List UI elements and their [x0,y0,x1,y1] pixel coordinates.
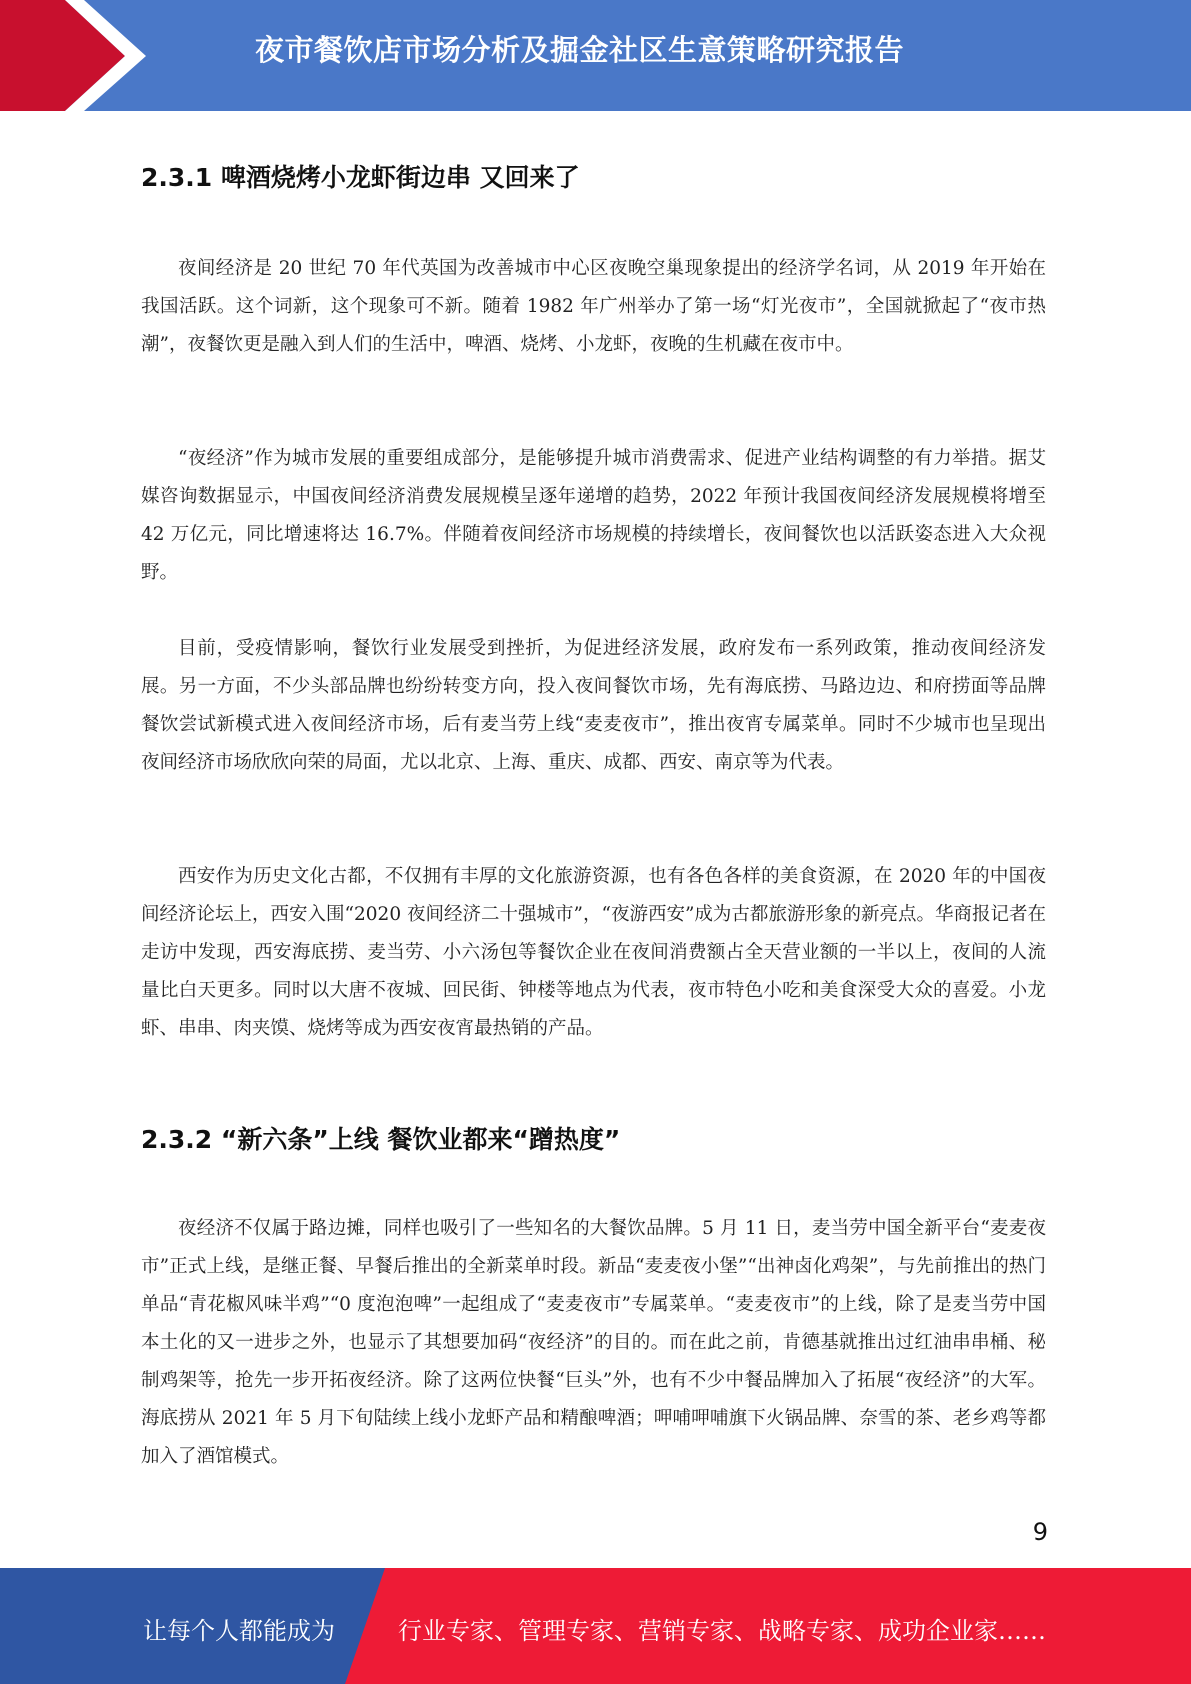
footer-banner [0,1568,1191,1684]
footer-slogan-left: 让每个人都能成为 [143,1617,335,1645]
paragraph: “夜经济”作为城市发展的重要组成部分，是能够提升城市消费需求、促进产业结构调整的有力举措。据艾媒咨询数据显示，中国夜间经济消费发展规模呈逐年递增的趋势，2022 年预计我国夜间经济发展规模将增至 42 万亿元，同比增速将达 16.7%。伴随着夜间经济市场规模的持续增长，夜间餐饮也以活跃姿态进入大众视野。 [141,448,1046,583]
report-title: 夜市餐饮店市场分析及掘金社区生意策略研究报告 [255,33,905,67]
paragraph: 夜间经济是 20 世纪 70 年代英国为改善城市中心区夜晚空巢现象提出的经济学名词，从 2019 年开始在我国活跃。这个词新，这个现象可不新。随着 1982 年广州举办了第一场“灯光夜市”，全国就掀起了“夜市热潮”，夜餐饮更是融入到人们的生活中，啤酒、烧烤、小龙虾，夜晚的生机藏在夜市中。 [141,258,1046,355]
paragraph: 夜经济不仅属于路边摊，同样也吸引了一些知名的大餐饮品牌。5 月 11 日，麦当劳中国全新平台“麦麦夜市”正式上线，是继正餐、早餐后推出的全新菜单时段。新品“麦麦夜小堡”“出神卤化鸡架”，与先前推出的热门单品“青花椒风味半鸡”“0 度泡泡啤”一起组成了“麦麦夜市”专属菜单。“麦麦夜市”的上线，除了是麦当劳中国本土化的又一进步之外，也显示了其想要加码“夜经济”的目的。而在此之前，肯德基就推出过红油串串桶、秘制鸡架等，抢先一步开拓夜经济。除了这两位快餐“巨头”外，也有不少中餐品牌加入了拓展“夜经济”的大军。海底捞从 2021 年 5 月下旬陆续上线小龙虾产品和精酿啤酒；呷哺呷哺旗下火锅品牌、奈雪的茶、老乡鸡等都加入了酒馆模式。 [141,1218,1046,1467]
paragraph: 西安作为历史文化古都，不仅拥有丰厚的文化旅游资源，也有各色各样的美食资源，在 2020 年的中国夜间经济论坛上，西安入围“2020 夜间经济二十强城市”，“夜游西安”成为古都旅游形象的新亮点。华商报记者在走访中发现，西安海底捞、麦当劳、小六汤包等餐饮企业在夜间消费额占全天营业额的一半以上，夜间的人流量比白天更多。同时以大唐不夜城、回民街、钟楼等地点为代表，夜市特色小吃和美食深受大众的喜爱。小龙虾、串串、肉夹馍、烧烤等成为西安夜宵最热销的产品。 [141,866,1046,1039]
section-heading: 2.3.2 “新六条”上线 餐饮业都来“蹭热度” [141,1125,621,1154]
footer-slogan-right: 行业专家、管理专家、营销专家、战略专家、成功企业家…… [398,1617,1046,1645]
page-number: 9 [1032,1518,1048,1546]
section-heading: 2.3.1 啤酒烧烤小龙虾街边串 又回来了 [141,163,580,192]
paragraph: 目前，受疫情影响，餐饮行业发展受到挫折，为促进经济发展，政府发布一系列政策，推动夜间经济发展。另一方面，不少头部品牌也纷纷转变方向，投入夜间餐饮市场，先有海底捞、马路边边、和府捞面等品牌餐饮尝试新模式进入夜间经济市场，后有麦当劳上线“麦麦夜市”，推出夜宵专属菜单。同时不少城市也呈现出夜间经济市场欣欣向荣的局面，尤以北京、上海、重庆、成都、西安、南京等为代表。 [141,638,1046,773]
header-banner [0,0,1191,111]
